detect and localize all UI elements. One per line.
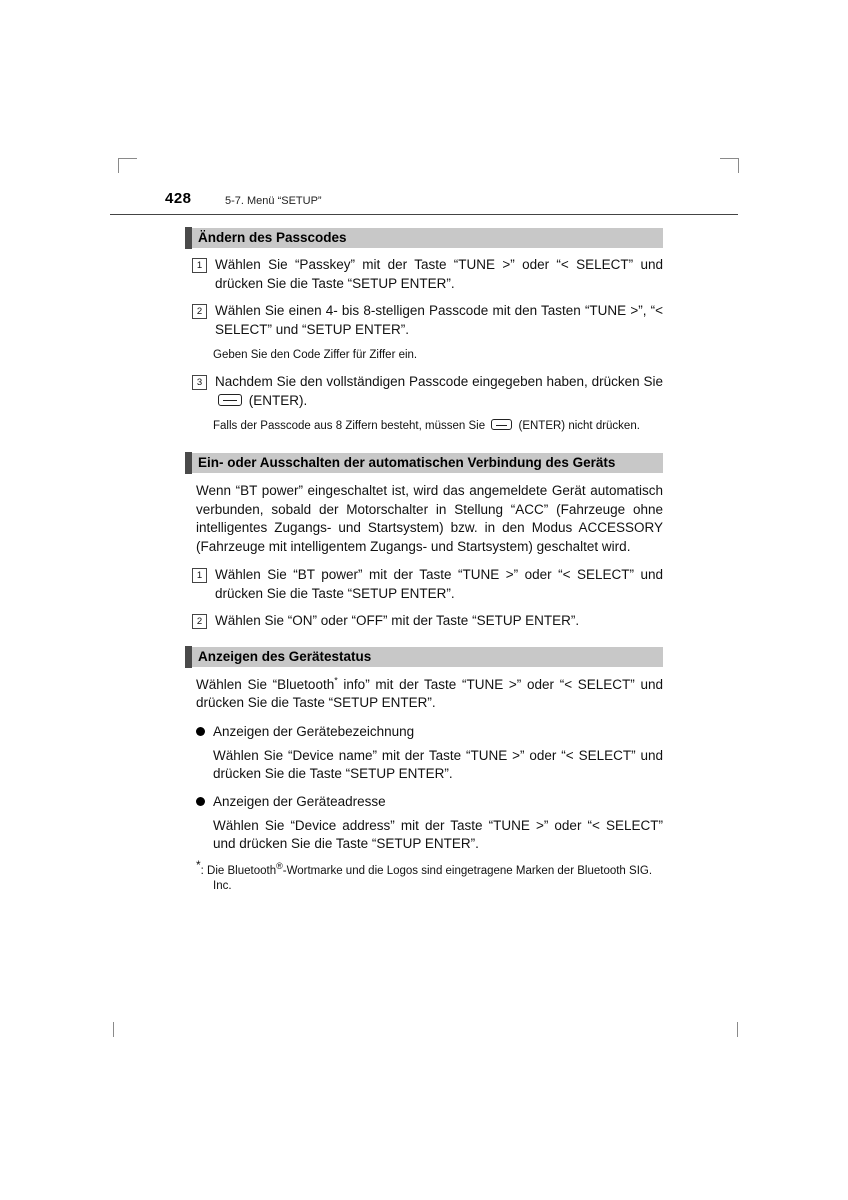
bullet-text: Wählen Sie “Device address” mit der Taste “TUNE >” oder “< SELECT” und drücken Sie die Taste “SETUP ENTER”.	[213, 817, 663, 851]
step-item	[185, 612, 663, 631]
step-text: Wählen Sie “ON” oder “OFF” mit der Taste “SETUP ENTER”.	[215, 613, 580, 628]
registered-trademark-superscript: ®	[276, 860, 283, 871]
note-after-icon: (ENTER) nicht drücken.	[518, 420, 640, 432]
bullet-dot-icon	[196, 797, 205, 806]
intro-text-after-sup: info” mit der Taste “TUNE >” oder “< SELECT” und drücken Sie die Taste “SETUP ENTER”.	[196, 676, 664, 710]
page-content	[185, 228, 663, 894]
section-title: Ändern des Passcodes	[198, 230, 347, 245]
section-header-auto-connection	[185, 453, 663, 473]
footnote-text: : Die Bluetooth	[200, 864, 277, 877]
section-accent-bar	[185, 646, 192, 668]
footnote	[196, 857, 663, 894]
step-number: 1	[192, 568, 207, 583]
crop-mark-top-right	[720, 158, 739, 173]
enter-button-icon	[491, 419, 512, 430]
step-text: Wählen Sie “Passkey” mit der Taste “TUNE >” oder “< SELECT” und drücken Sie die Taste “SETUP ENTER”.	[215, 257, 663, 291]
section-accent-bar	[185, 227, 192, 249]
step-item	[185, 256, 663, 293]
step-note	[213, 419, 663, 434]
step-item	[185, 566, 663, 603]
step-text-after-icon: (ENTER).	[248, 392, 308, 408]
section-intro-paragraph: Wenn “BT power” eingeschaltet ist, wird das angemeldete Gerät automatisch verbunden, sobald der Motorschalter in Stellung “ACC” (Fahrzeuge ohne intelligentes Zugangs- und Startsystem) bzw. in den Modus ACCESSORY (Fahrzeuge mit intelligentem Zugangs- und Startsystem) geschaltet wird.	[196, 483, 663, 554]
crop-mark-bottom-right	[737, 1022, 738, 1037]
step-number: 1	[192, 258, 207, 273]
step-text: Wählen Sie “BT power” mit der Taste “TUNE >” oder “< SELECT” und drücken Sie die Taste “SETUP ENTER”.	[215, 567, 663, 601]
step-text-before-icon: Nachdem Sie den vollständigen Passcode eingegeben haben, drücken Sie	[215, 374, 663, 389]
intro-text-before-sup: Wählen Sie “Bluetooth	[196, 676, 335, 692]
asterisk-superscript: *	[334, 675, 338, 685]
section-title: Anzeigen des Gerätestatus	[198, 648, 372, 664]
step-item	[185, 302, 663, 339]
step-note: Geben Sie den Code Ziffer für Ziffer ein.	[213, 349, 418, 361]
page-header: 5-7. Menü “SETUP”	[225, 195, 322, 207]
section-header-device-status	[185, 647, 663, 667]
step-number: 2	[192, 614, 207, 629]
section-header-passcode	[185, 228, 663, 248]
asterisk-superscript: *	[196, 857, 201, 872]
bullet-text: Wählen Sie “Device name” mit der Taste “TUNE >” oder “< SELECT” und drücken Sie die Taste “SETUP ENTER”.	[213, 747, 663, 781]
bullet-item	[196, 723, 663, 741]
bullet-dot-icon	[196, 727, 205, 736]
step-text	[215, 373, 663, 410]
page-number: 428	[165, 190, 192, 207]
enter-button-icon-bar	[223, 400, 237, 401]
bullet-item	[196, 793, 663, 811]
crop-mark-bottom-left	[113, 1022, 114, 1037]
header-rule	[110, 214, 738, 215]
footnote-text: -Wortmarke und die Logos sind eingetragene Marken der Bluetooth SIG. Inc.	[213, 864, 653, 892]
enter-button-icon-bar	[496, 425, 507, 426]
step-text: Wählen Sie einen 4- bis 8-stelligen Passcode mit den Tasten “TUNE >”, “< SELECT” und “SETUP ENTER”.	[215, 303, 663, 337]
section-title: Ein- oder Ausschalten der automatischen Verbindung des Geräts	[198, 455, 616, 470]
crop-mark-top-left	[118, 158, 137, 173]
step-item	[185, 373, 663, 410]
bullet-label: Anzeigen der Gerätebezeichnung	[213, 723, 415, 739]
enter-button-icon	[218, 394, 242, 406]
bullet-label: Anzeigen der Geräteadresse	[213, 793, 386, 809]
section-accent-bar	[185, 452, 192, 474]
step-number: 3	[192, 375, 207, 390]
section-intro-paragraph	[196, 676, 663, 713]
note-before-icon: Falls der Passcode aus 8 Ziffern besteht, müssen Sie	[213, 420, 486, 432]
step-number: 2	[192, 304, 207, 319]
